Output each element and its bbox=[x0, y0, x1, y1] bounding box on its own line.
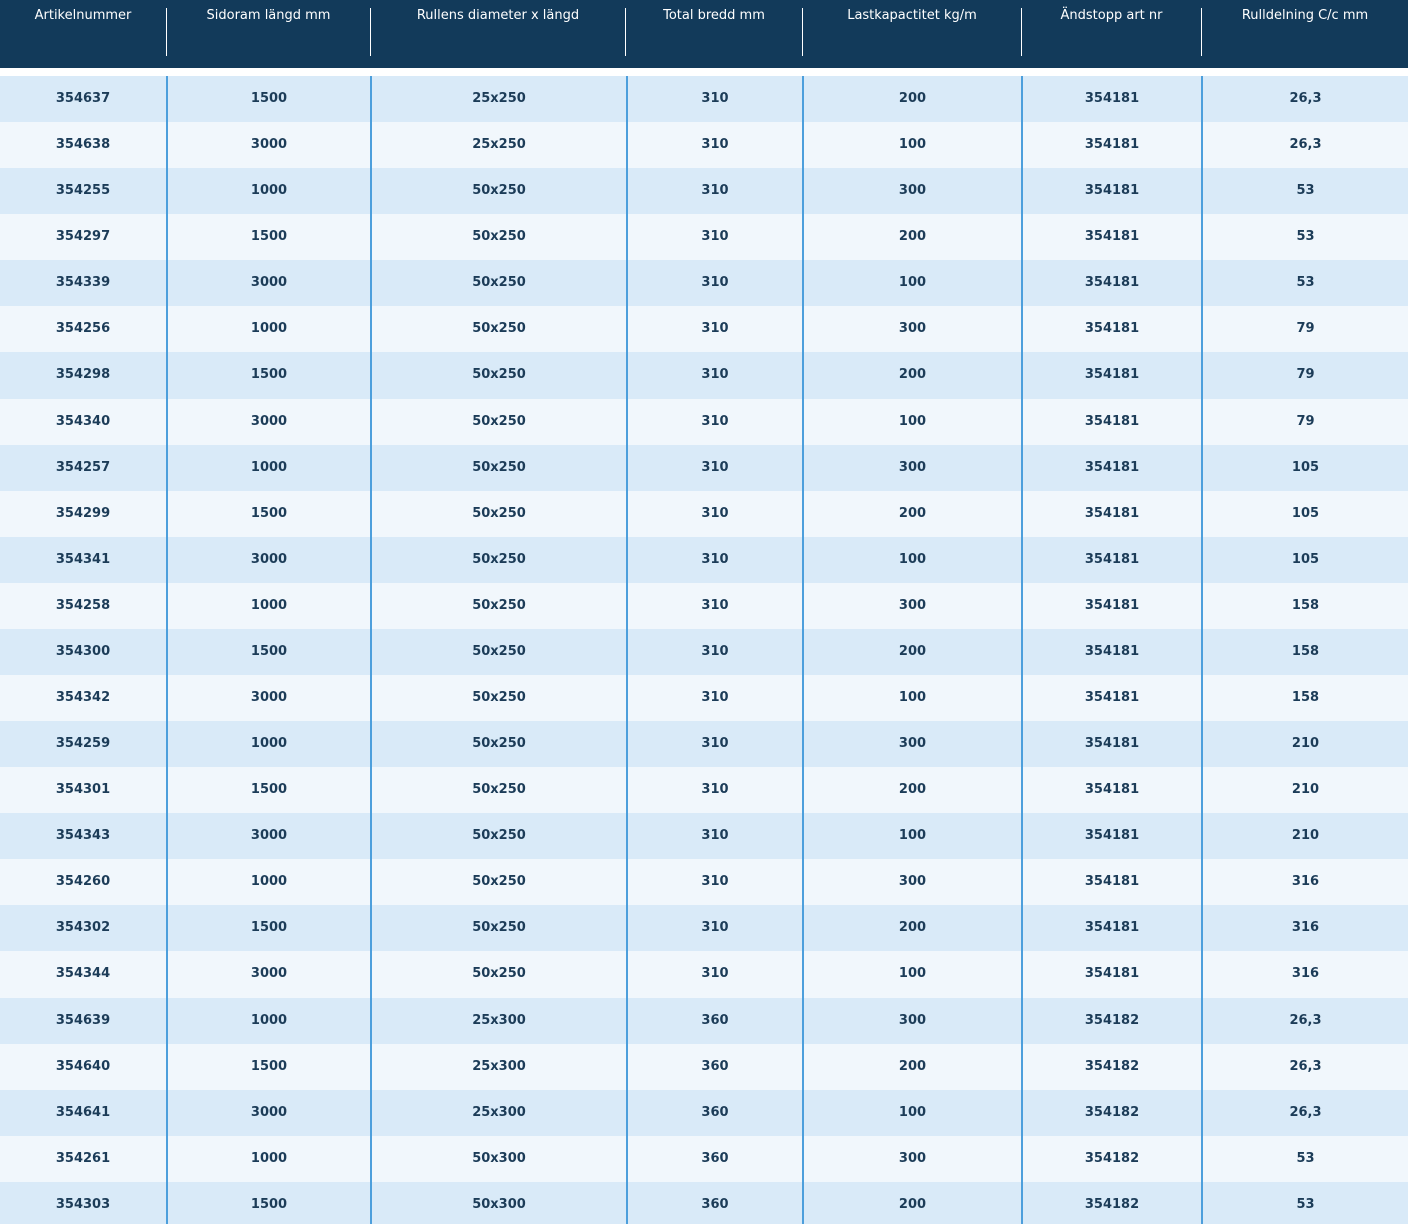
cell-rullens-diameter: 50x250 bbox=[472, 643, 526, 659]
cell-sidoram-langd: 3000 bbox=[250, 690, 288, 706]
cell-total-bredd: 310 bbox=[701, 321, 729, 337]
cell-rulldelning: 105 bbox=[1291, 551, 1320, 567]
cell-lastkapacitet: 200 bbox=[898, 229, 927, 245]
cell-lastkapacitet: 300 bbox=[898, 736, 927, 752]
cell-rullens-diameter: 50x250 bbox=[472, 183, 526, 199]
header-andstopp[interactable]: Ändstopp art nr bbox=[1060, 8, 1163, 23]
cell-sidoram-langd: 1500 bbox=[250, 643, 288, 659]
column-divider bbox=[1021, 76, 1023, 1224]
cell-andstopp: 354181 bbox=[1084, 229, 1140, 245]
cell-artikelnummer: 354638 bbox=[55, 137, 111, 153]
table-row[interactable] bbox=[0, 399, 1408, 445]
cell-total-bredd: 310 bbox=[701, 643, 729, 659]
cell-artikelnummer: 354258 bbox=[55, 597, 111, 613]
cell-rulldelning: 316 bbox=[1291, 920, 1320, 936]
cell-total-bredd: 360 bbox=[701, 1196, 729, 1212]
cell-artikelnummer: 354298 bbox=[55, 367, 111, 383]
table-row[interactable] bbox=[0, 721, 1408, 767]
table-row[interactable] bbox=[0, 352, 1408, 398]
table-row[interactable] bbox=[0, 168, 1408, 214]
cell-sidoram-langd: 1500 bbox=[250, 91, 288, 106]
cell-rullens-diameter: 50x250 bbox=[472, 505, 526, 521]
cell-rulldelning: 158 bbox=[1291, 597, 1320, 613]
cell-sidoram-langd: 1500 bbox=[250, 1196, 288, 1212]
table-row[interactable] bbox=[0, 1090, 1408, 1136]
table-row[interactable] bbox=[0, 813, 1408, 859]
cell-rullens-diameter: 50x250 bbox=[472, 874, 526, 890]
cell-lastkapacitet: 200 bbox=[898, 505, 927, 521]
cell-andstopp: 354181 bbox=[1084, 828, 1140, 844]
cell-lastkapacitet: 100 bbox=[898, 690, 927, 706]
cell-andstopp: 354181 bbox=[1084, 459, 1140, 475]
cell-sidoram-langd: 3000 bbox=[250, 413, 288, 429]
cell-artikelnummer: 354255 bbox=[55, 183, 111, 199]
table-row[interactable] bbox=[0, 1044, 1408, 1090]
cell-total-bredd: 310 bbox=[701, 367, 729, 383]
cell-sidoram-langd: 1500 bbox=[250, 367, 288, 383]
cell-artikelnummer: 354303 bbox=[55, 1196, 111, 1212]
cell-sidoram-langd: 1500 bbox=[250, 505, 288, 521]
cell-sidoram-langd: 3000 bbox=[250, 275, 288, 291]
cell-sidoram-langd: 3000 bbox=[250, 1104, 288, 1120]
cell-andstopp: 354181 bbox=[1084, 597, 1140, 613]
cell-total-bredd: 360 bbox=[701, 1150, 729, 1166]
cell-lastkapacitet: 200 bbox=[898, 1196, 927, 1212]
cell-lastkapacitet: 100 bbox=[898, 275, 927, 291]
cell-total-bredd: 310 bbox=[701, 920, 729, 936]
cell-lastkapacitet: 100 bbox=[898, 1104, 927, 1120]
cell-andstopp: 354181 bbox=[1084, 413, 1140, 429]
cell-total-bredd: 310 bbox=[701, 782, 729, 798]
cell-rulldelning: 26,3 bbox=[1289, 137, 1322, 153]
cell-rullens-diameter: 50x250 bbox=[472, 367, 526, 383]
cell-artikelnummer: 354340 bbox=[55, 413, 111, 429]
cell-total-bredd: 310 bbox=[701, 597, 729, 613]
cell-rullens-diameter: 50x250 bbox=[472, 597, 526, 613]
cell-rullens-diameter: 50x250 bbox=[472, 966, 526, 982]
table-row[interactable] bbox=[0, 951, 1408, 997]
cell-rullens-diameter: 50x250 bbox=[472, 736, 526, 752]
cell-rullens-diameter: 50x250 bbox=[472, 229, 526, 245]
cell-total-bredd: 310 bbox=[701, 91, 729, 106]
cell-total-bredd: 360 bbox=[701, 1058, 729, 1074]
cell-artikelnummer: 354260 bbox=[55, 874, 111, 890]
cell-artikelnummer: 354300 bbox=[55, 643, 111, 659]
cell-rulldelning: 26,3 bbox=[1289, 91, 1322, 106]
cell-andstopp: 354182 bbox=[1084, 1196, 1140, 1212]
cell-rulldelning: 105 bbox=[1291, 505, 1320, 521]
table-header bbox=[0, 0, 1408, 68]
table-row[interactable] bbox=[0, 998, 1408, 1044]
cell-artikelnummer: 354342 bbox=[55, 690, 111, 706]
cell-artikelnummer: 354339 bbox=[55, 275, 111, 291]
cell-artikelnummer: 354343 bbox=[55, 828, 111, 844]
table-row[interactable] bbox=[0, 445, 1408, 491]
cell-rulldelning: 53 bbox=[1296, 275, 1315, 291]
table-row[interactable] bbox=[0, 629, 1408, 675]
cell-total-bredd: 310 bbox=[701, 828, 729, 844]
cell-sidoram-langd: 3000 bbox=[250, 966, 288, 982]
cell-sidoram-langd: 1000 bbox=[250, 183, 288, 199]
table-row[interactable] bbox=[0, 76, 1408, 122]
cell-andstopp: 354181 bbox=[1084, 920, 1140, 936]
cell-rullens-diameter: 50x250 bbox=[472, 321, 526, 337]
cell-artikelnummer: 354301 bbox=[55, 782, 111, 798]
cell-lastkapacitet: 300 bbox=[898, 321, 927, 337]
table-row[interactable] bbox=[0, 905, 1408, 951]
cell-rulldelning: 316 bbox=[1291, 966, 1320, 982]
cell-rullens-diameter: 25x300 bbox=[472, 1012, 526, 1028]
cell-artikelnummer: 354640 bbox=[55, 1058, 111, 1074]
cell-total-bredd: 310 bbox=[701, 505, 729, 521]
cell-artikelnummer: 354299 bbox=[55, 505, 111, 521]
table-row[interactable] bbox=[0, 767, 1408, 813]
cell-rulldelning: 53 bbox=[1296, 1196, 1315, 1212]
cell-total-bredd: 310 bbox=[701, 137, 729, 153]
cell-sidoram-langd: 1000 bbox=[250, 459, 288, 475]
cell-artikelnummer: 354256 bbox=[55, 321, 111, 337]
cell-total-bredd: 310 bbox=[701, 413, 729, 429]
table-row[interactable] bbox=[0, 1182, 1408, 1224]
cell-artikelnummer: 354302 bbox=[55, 920, 111, 936]
cell-sidoram-langd: 1000 bbox=[250, 1150, 288, 1166]
cell-rulldelning: 79 bbox=[1296, 413, 1315, 429]
cell-lastkapacitet: 300 bbox=[898, 1150, 927, 1166]
cell-sidoram-langd: 1000 bbox=[250, 874, 288, 890]
cell-lastkapacitet: 100 bbox=[898, 551, 927, 567]
cell-andstopp: 354181 bbox=[1084, 643, 1140, 659]
cell-sidoram-langd: 1000 bbox=[250, 1012, 288, 1028]
cell-rulldelning: 53 bbox=[1296, 1150, 1315, 1166]
cell-lastkapacitet: 300 bbox=[898, 874, 927, 890]
cell-andstopp: 354181 bbox=[1084, 137, 1140, 153]
cell-rullens-diameter: 50x250 bbox=[472, 782, 526, 798]
table-row[interactable] bbox=[0, 537, 1408, 583]
cell-lastkapacitet: 200 bbox=[898, 920, 927, 936]
column-divider bbox=[370, 76, 372, 1224]
cell-sidoram-langd: 1500 bbox=[250, 920, 288, 936]
table-row[interactable] bbox=[0, 122, 1408, 168]
cell-rulldelning: 53 bbox=[1296, 229, 1315, 245]
cell-lastkapacitet: 100 bbox=[898, 966, 927, 982]
cell-lastkapacitet: 200 bbox=[898, 782, 927, 798]
cell-rulldelning: 26,3 bbox=[1289, 1012, 1322, 1028]
cell-andstopp: 354181 bbox=[1084, 874, 1140, 890]
cell-rullens-diameter: 50x250 bbox=[472, 551, 526, 567]
cell-rullens-diameter: 50x250 bbox=[472, 459, 526, 475]
cell-rulldelning: 210 bbox=[1291, 736, 1320, 752]
cell-rullens-diameter: 50x250 bbox=[472, 413, 526, 429]
header-sidoram-langd[interactable]: Sidoram längd mm bbox=[206, 8, 331, 23]
column-divider bbox=[626, 76, 628, 1224]
cell-sidoram-langd: 3000 bbox=[250, 551, 288, 567]
cell-rullens-diameter: 50x250 bbox=[472, 920, 526, 936]
cell-sidoram-langd: 1500 bbox=[250, 782, 288, 798]
cell-andstopp: 354182 bbox=[1084, 1150, 1140, 1166]
cell-lastkapacitet: 200 bbox=[898, 643, 927, 659]
cell-total-bredd: 310 bbox=[701, 459, 729, 475]
cell-lastkapacitet: 100 bbox=[898, 413, 927, 429]
cell-andstopp: 354181 bbox=[1084, 321, 1140, 337]
cell-andstopp: 354181 bbox=[1084, 551, 1140, 567]
cell-rulldelning: 105 bbox=[1291, 459, 1320, 475]
cell-lastkapacitet: 100 bbox=[898, 828, 927, 844]
cell-andstopp: 354182 bbox=[1084, 1058, 1140, 1074]
cell-rullens-diameter: 50x250 bbox=[472, 275, 526, 291]
cell-artikelnummer: 354641 bbox=[55, 1104, 111, 1120]
cell-total-bredd: 310 bbox=[701, 966, 729, 982]
cell-rullens-diameter: 25x250 bbox=[472, 137, 526, 153]
cell-artikelnummer: 354259 bbox=[55, 736, 111, 752]
cell-rulldelning: 53 bbox=[1296, 183, 1315, 199]
cell-rulldelning: 26,3 bbox=[1289, 1058, 1322, 1074]
cell-total-bredd: 360 bbox=[701, 1012, 729, 1028]
cell-artikelnummer: 354639 bbox=[55, 1012, 111, 1028]
cell-sidoram-langd: 1000 bbox=[250, 597, 288, 613]
cell-total-bredd: 360 bbox=[701, 1104, 729, 1120]
cell-lastkapacitet: 200 bbox=[898, 367, 927, 383]
column-divider bbox=[1201, 76, 1203, 1224]
cell-artikelnummer: 354261 bbox=[55, 1150, 111, 1166]
cell-lastkapacitet: 100 bbox=[898, 137, 927, 153]
cell-lastkapacitet: 300 bbox=[898, 183, 927, 199]
cell-total-bredd: 310 bbox=[701, 183, 729, 199]
cell-sidoram-langd: 1500 bbox=[250, 1058, 288, 1074]
cell-andstopp: 354181 bbox=[1084, 782, 1140, 798]
cell-total-bredd: 310 bbox=[701, 551, 729, 567]
header-gap bbox=[0, 68, 1408, 76]
table-row[interactable] bbox=[0, 260, 1408, 306]
cell-rullens-diameter: 25x300 bbox=[472, 1058, 526, 1074]
cell-total-bredd: 310 bbox=[701, 874, 729, 890]
cell-andstopp: 354181 bbox=[1084, 505, 1140, 521]
cell-andstopp: 354181 bbox=[1084, 183, 1140, 199]
column-divider bbox=[802, 76, 804, 1224]
cell-total-bredd: 310 bbox=[701, 275, 729, 291]
table-row[interactable] bbox=[0, 675, 1408, 721]
cell-artikelnummer: 354297 bbox=[55, 229, 111, 245]
cell-artikelnummer: 354637 bbox=[55, 91, 111, 106]
cell-sidoram-langd: 1000 bbox=[250, 321, 288, 337]
table-row[interactable] bbox=[0, 491, 1408, 537]
cell-rulldelning: 158 bbox=[1291, 690, 1320, 706]
cell-rulldelning: 316 bbox=[1291, 874, 1320, 890]
cell-andstopp: 354182 bbox=[1084, 1012, 1140, 1028]
cell-andstopp: 354182 bbox=[1084, 1104, 1140, 1120]
cell-artikelnummer: 354257 bbox=[55, 459, 111, 475]
cell-total-bredd: 310 bbox=[701, 229, 729, 245]
cell-rullens-diameter: 50x300 bbox=[472, 1150, 526, 1166]
cell-andstopp: 354181 bbox=[1084, 690, 1140, 706]
cell-lastkapacitet: 300 bbox=[898, 1012, 927, 1028]
table-row[interactable] bbox=[0, 306, 1408, 352]
cell-rullens-diameter: 50x300 bbox=[472, 1196, 526, 1212]
cell-rulldelning: 79 bbox=[1296, 321, 1315, 337]
cell-sidoram-langd: 1000 bbox=[250, 736, 288, 752]
table-body bbox=[0, 76, 1408, 1224]
cell-rulldelning: 158 bbox=[1291, 643, 1320, 659]
cell-total-bredd: 310 bbox=[701, 736, 729, 752]
cell-rulldelning: 26,3 bbox=[1289, 1104, 1322, 1120]
cell-total-bredd: 310 bbox=[701, 690, 729, 706]
header-rullens-diameter[interactable]: Rullens diameter x längd bbox=[416, 8, 580, 23]
cell-sidoram-langd: 3000 bbox=[250, 828, 288, 844]
cell-rulldelning: 79 bbox=[1296, 367, 1315, 383]
header-rulldelning[interactable]: Rulldelning C/c mm bbox=[1241, 8, 1369, 23]
cell-lastkapacitet: 200 bbox=[898, 1058, 927, 1074]
cell-lastkapacitet: 300 bbox=[898, 459, 927, 475]
table-row[interactable] bbox=[0, 214, 1408, 260]
cell-andstopp: 354181 bbox=[1084, 367, 1140, 383]
cell-andstopp: 354181 bbox=[1084, 275, 1140, 291]
cell-rulldelning: 210 bbox=[1291, 782, 1320, 798]
cell-rullens-diameter: 25x250 bbox=[472, 91, 526, 106]
cell-andstopp: 354181 bbox=[1084, 736, 1140, 752]
cell-rullens-diameter: 50x250 bbox=[472, 690, 526, 706]
column-divider bbox=[166, 76, 168, 1224]
cell-artikelnummer: 354341 bbox=[55, 551, 111, 567]
cell-lastkapacitet: 200 bbox=[898, 91, 927, 106]
table-row[interactable] bbox=[0, 1136, 1408, 1182]
cell-sidoram-langd: 3000 bbox=[250, 137, 288, 153]
cell-artikelnummer: 354344 bbox=[55, 966, 111, 982]
cell-sidoram-langd: 1500 bbox=[250, 229, 288, 245]
cell-rulldelning: 210 bbox=[1291, 828, 1320, 844]
cell-lastkapacitet: 300 bbox=[898, 597, 927, 613]
cell-rullens-diameter: 25x300 bbox=[472, 1104, 526, 1120]
table-row[interactable] bbox=[0, 859, 1408, 905]
header-lastkapacitet[interactable]: Lastkapactitet kg/m bbox=[847, 8, 977, 23]
table-row[interactable] bbox=[0, 583, 1408, 629]
cell-andstopp: 354181 bbox=[1084, 966, 1140, 982]
cell-andstopp: 354181 bbox=[1084, 91, 1140, 106]
cell-rullens-diameter: 50x250 bbox=[472, 828, 526, 844]
header-total-bredd[interactable]: Total bredd mm bbox=[663, 8, 765, 23]
header-artikelnummer[interactable]: Artikelnummer bbox=[34, 8, 132, 23]
